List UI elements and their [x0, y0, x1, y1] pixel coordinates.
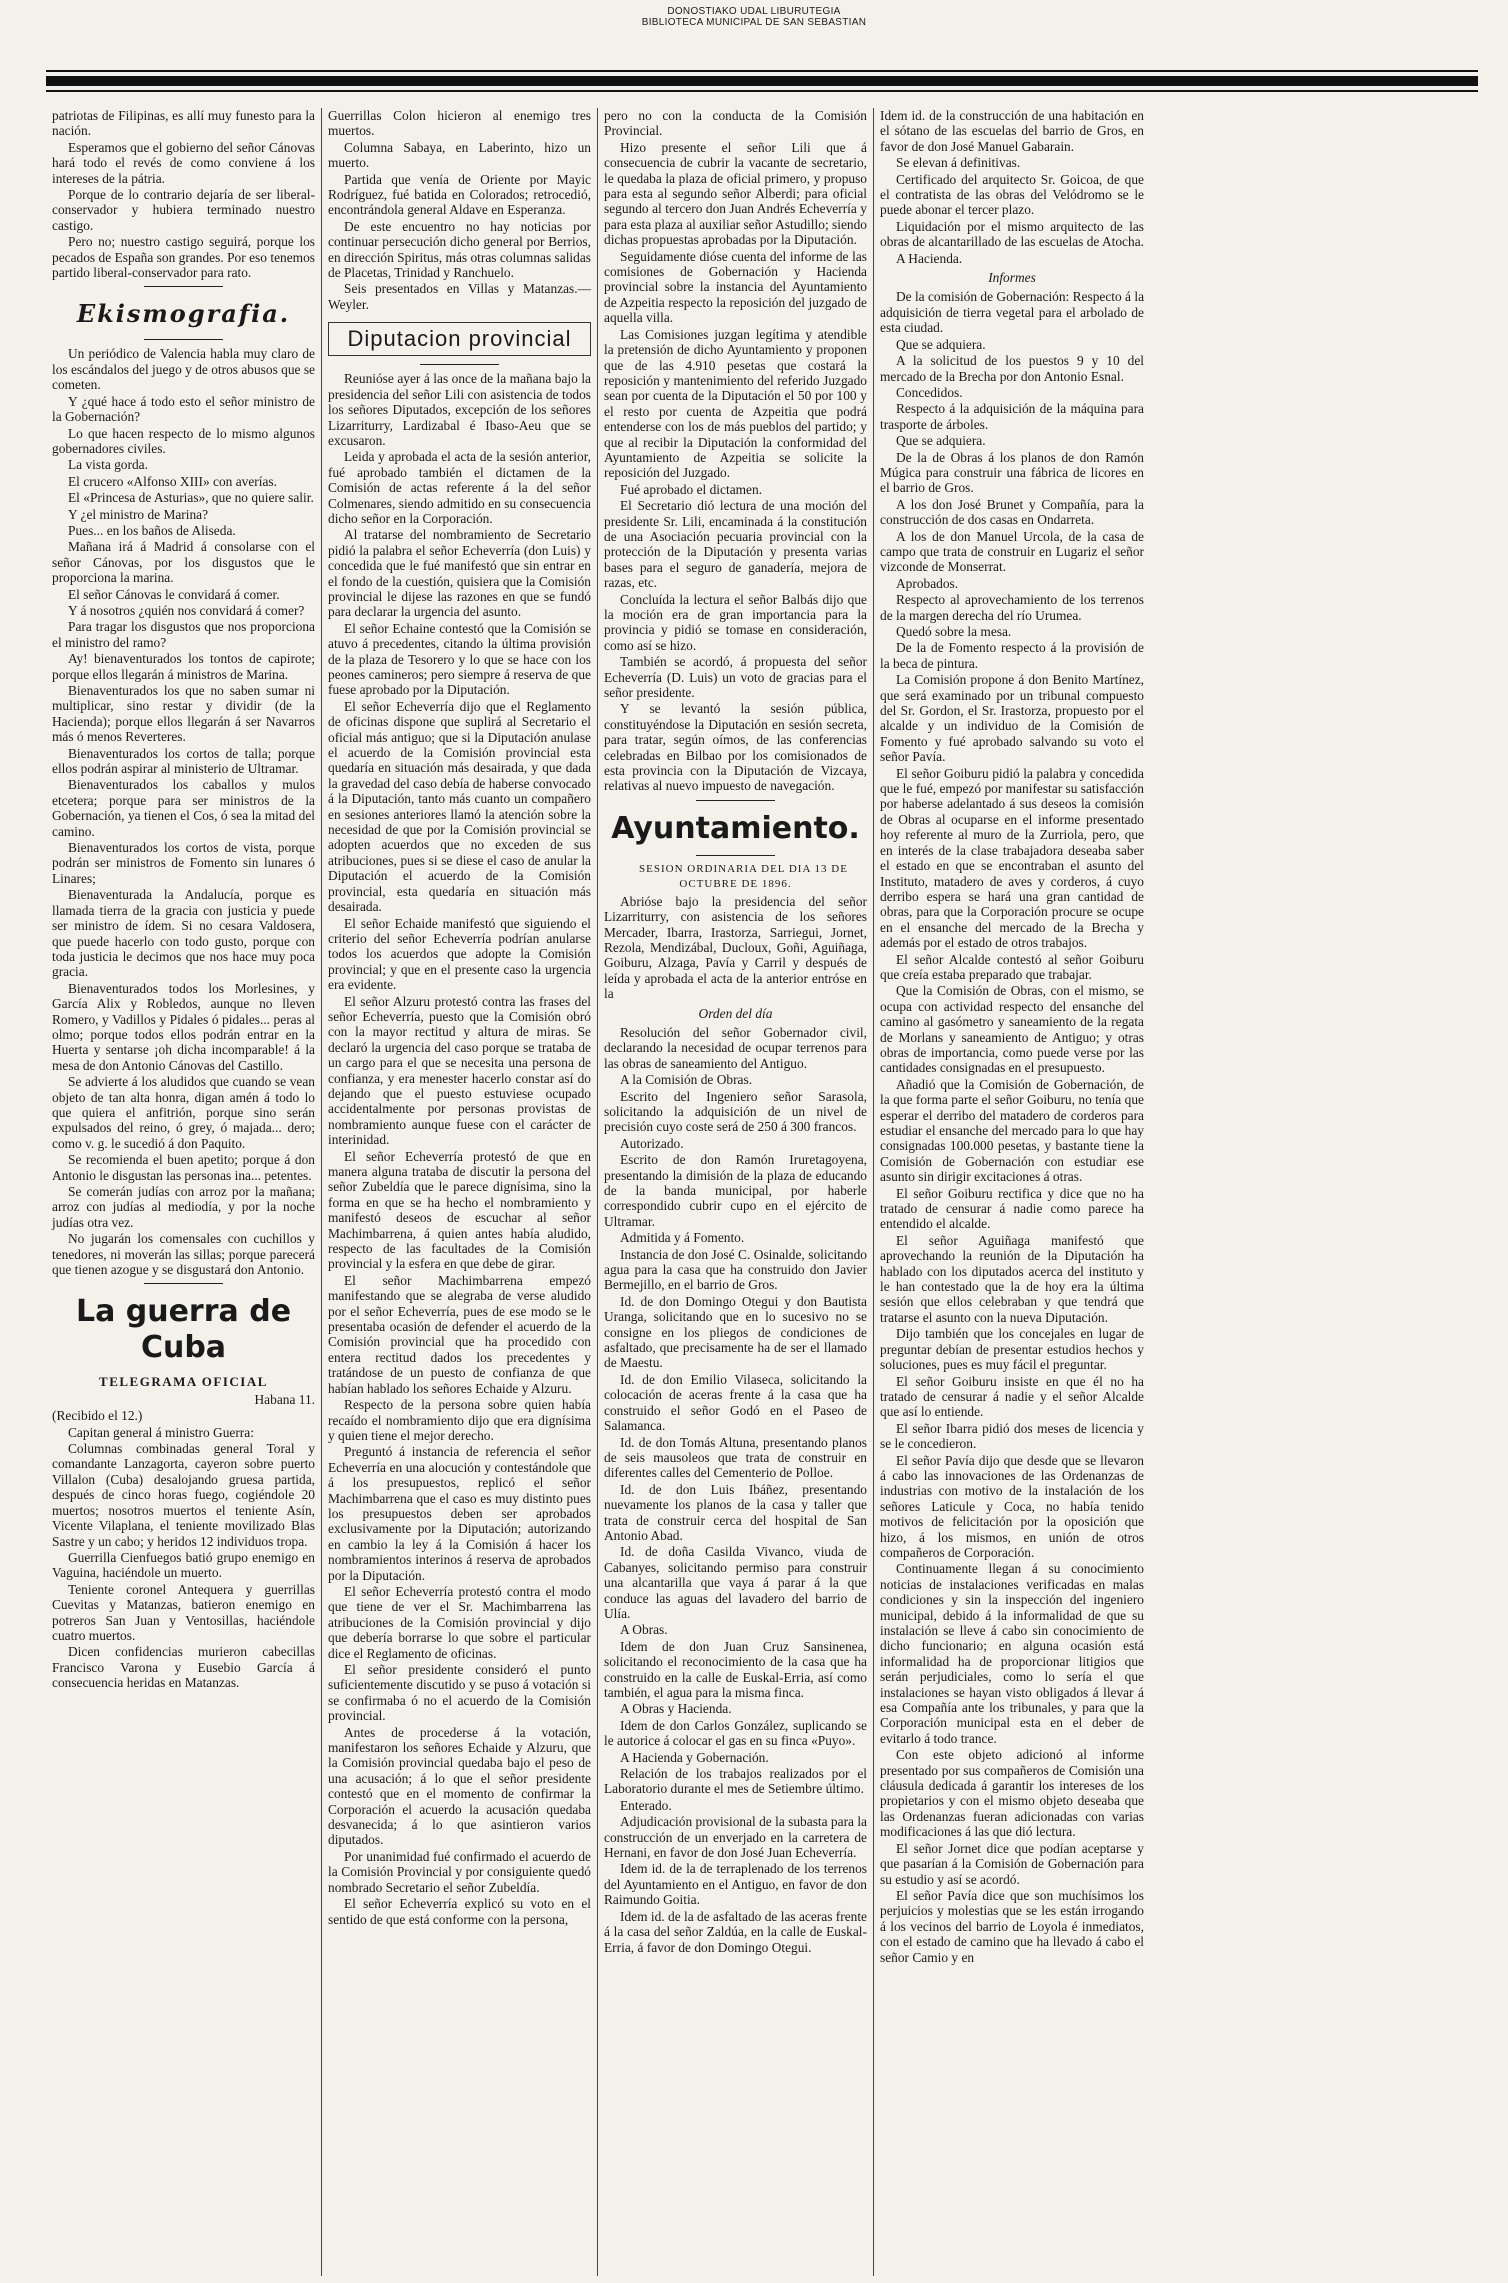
paragraph: El crucero «Alfonso XIII» con averías.	[68, 473, 277, 489]
telegram-title: TELEGRAMA OFICIAL	[99, 1374, 268, 1390]
paragraph: Idem de don Carlos González, suplicando se le autorice á colocar el gas en su finca «Puyo».	[604, 1717, 867, 1749]
informes-heading: Informes	[988, 270, 1036, 286]
paragraph: Concluída la lectura el señor Balbás dijo que la moción era de gran importancia para la provincia y pidió se tomase en consideración, como así se hizo.	[604, 591, 867, 653]
section-title-diputacion: Diputacion provincial	[328, 322, 591, 356]
paragraph: Abrióse bajo la presidencia del señor Lizarriturry, con asistencia de los señores Mercader, Ibarra, Irastorza, Sarriegui, Jornet, Rezola, Mendizábal, Ducloux, Goñi, Aguiñaga, Goiburu, Alzaga, Pavía y Carril y después de leída y aprobada el acta de la anterior entróse en la	[604, 893, 867, 1002]
paragraph: Autorizado.	[620, 1135, 684, 1151]
paragraph: Dicen confidencias murieron cabecillas Francisco Varona y Eusebio García á consecuencia heridas en Matanzas.	[52, 1644, 315, 1691]
paragraph: El señor presidente consideró el punto suficientemente discutido y se puso á votación si se confirmaba ó no el acuerdo de la Comisión provincial.	[328, 1662, 591, 1724]
paragraph: Partida que venía de Oriente por Mayic Rodríguez, fué batida en Colorados; retrocedió, encontrándola general Aldave en Esperanza.	[328, 171, 591, 218]
paragraph: Seguidamente dióse cuenta del informe de las comisiones de Gobernación y Hacienda provincial sobre la instancia del Ayuntamiento de Azpeitia respecto la reposición del juzgado de aquella villa.	[604, 248, 867, 326]
paragraph: Se recomienda el buen apetito; porque á don Antonio le disgustan las personas ina... petentes.	[52, 1152, 315, 1183]
paragraph: Bienaventurados los cortos de vista, porque podrán ser ministros de Fomento sin lunares ó Linares;	[52, 840, 315, 886]
paragraph: Y á nosotros ¿quién nos convidará á comer?	[68, 602, 305, 618]
separator	[144, 339, 223, 340]
paragraph: Bienaventurados todos los Morlesines, y García Alix y Robledos, aunque no lleven Romero, y Vadillos y Pidales ó pidales... peras al olmo; porque todos ellos podrán entrar en la Huerta y sentarse ¡oh dicha incomparable! á la mesa de don Antonio Cánovas del Castillo.	[52, 980, 315, 1073]
paragraph: Respecto de la persona sobre quien había recaído el nombramiento dijo que era dignísima y quien tiene el mejor derecho.	[328, 1397, 591, 1443]
paragraph: Quedó sobre la mesa.	[896, 624, 1012, 639]
paragraph: Continuamente llegan á su conocimiento noticias de instalaciones verificadas en malas condiciones y sin la inspección del ingeniero municipal, debido á la informalidad de que su instalación se lleve á cabo sin conocimiento de dicho funcionario; en alguna ocasión está informalidad ha de proporcionar litigios que serán perjudiciales, como lo sería el que instalaciones se hayan visto obligados á llevar á esa Compañía ante los tribunales, y para que la Corporación municipal esta en el deber de evitarlo á todo trance.	[880, 1561, 1144, 1746]
paragraph: pero no con la conducta de la Comisión Provincial.	[604, 108, 867, 139]
paragraph: A Obras.	[620, 1622, 668, 1638]
paragraph: Certificado del arquitecto Sr. Goicoa, de que el contratista de las obras del Velódromo se le puede abonar el tercer plazo.	[880, 171, 1144, 218]
paragraph: A Hacienda.	[896, 250, 963, 266]
paragraph: Esperamos que el gobierno del señor Cánovas hará todo el revés de como conviene á los intereses de la pátria.	[52, 139, 315, 186]
paragraph: Escrito de don Ramón Iruretagoyena, presentando la dimisión de la plaza de educando de la banda municipal, por haberle correspondido cubrir cupo en el ejército de Ultramar.	[604, 1152, 867, 1229]
paragraph: Por unanimidad fué confirmado el acuerdo de la Comisión Provincial y por consiguiente quedó nombrado Secretario el señor Zubeldía.	[328, 1848, 591, 1895]
paragraph: Se elevan á definitivas.	[896, 155, 1021, 171]
column-3	[598, 108, 874, 2276]
paragraph: Que se adquiera.	[896, 433, 986, 449]
paragraph: Guerrilla Cienfuegos batió grupo enemigo en Vaguina, haciéndole un muerto.	[52, 1549, 315, 1581]
paragraph: El Secretario dió lectura de una moción del presidente Sr. Lili, encaminada á la constitución de una Asociación pecuaria provincial con la protección de la Diputación y presenta varias bases para el seguro de ganadería, mejora de razas, etc.	[604, 498, 867, 591]
paragraph: El señor Aguiñaga manifestó que aprovechando la reunión de la Diputación ha hablado con los diputados acerca del instituto y le han contestado que la de hoy era la última sesión que ellos celebraban y que tendrá que tratarse el asunto con la nueva Diputación.	[880, 1232, 1144, 1325]
paragraph: Idem de don Juan Cruz Sansinenea, solicitando el reconocimiento de la casa que ha construido en la calle de Euskal-Erria, así como también, el agua para la misma finca.	[604, 1638, 867, 1700]
paragraph: Para tragar los disgustos que nos proporciona el ministro del ramo?	[52, 619, 315, 650]
paragraph: A los don José Brunet y Compañía, para la construcción de dos casas en Ondarreta.	[880, 496, 1144, 528]
paragraph: De la comisión de Gobernación: Respecto á la adquisición de tierra vegetal para el arbolado de esta ciudad.	[880, 289, 1145, 336]
paragraph: La Comisión propone á don Benito Martínez, que será examinado por un tribunal compuesto del Sr. Gordon, el Sr. Irastorza, propuesto por el alcalde y un individuo de la Comisión de Fomento y fué aprobado salvando su voto el señor Pavía.	[880, 672, 1144, 765]
paragraph: Reunióse ayer á las once de la mañana bajo la presidencia del señor Lili con asistencia de todos los señores Diputados, excepción de los señores Lizarriturry, Lardizabal é Ibaso-Aeu que se excusaron.	[328, 371, 591, 448]
paragraph: Que se adquiera.	[896, 336, 986, 352]
section-title-ayuntamiento: Ayuntamiento.	[611, 810, 860, 846]
paragraph: Fué aprobado el dictamen.	[620, 481, 763, 497]
paragraph: El señor Goiburu insiste en que él no ha tratado de censurar á nadie y el señor Alcalde que así lo entiende.	[880, 1373, 1144, 1420]
received-note: (Recibido el 12.)	[52, 1408, 143, 1424]
paragraph: A Obras y Hacienda.	[620, 1701, 732, 1717]
paragraph: Liquidación por el mismo arquitecto de las obras de alcantarillado de las escuelas de Atocha.	[880, 218, 1144, 250]
column-2	[322, 108, 598, 2276]
paragraph: El señor Goiburu rectifica y dice que no ha tratado de censurar á nadie como parece ha entendido el alcalde.	[880, 1185, 1144, 1232]
paragraph: Un periódico de Valencia habla muy claro de los escándalos del juego y de otros abusos que se cometen.	[52, 346, 315, 393]
top-rule-thin	[46, 70, 1478, 72]
header-line-1: DONOSTIAKO UDAL LIBURUTEGIA	[667, 6, 841, 17]
paragraph: El señor Alzuru protestó contra las frases del señor Echeverría, puesto que la Comisión obró con la mayor rectitud y altura de miras. Se declaró la urgencia del caso porque se trataba de un cargo para el que se necesita una persona de confianza, y era menester hacerlo constar así do dejando que el puesto estuviese ocupado accidentalmente por personas provistas de nombramiento aunque fuese con el carácter de interinidad.	[328, 993, 591, 1148]
paragraph: El señor Goiburu pidió la palabra y concedida que le fué, empezó por manifestar su satisfacción por haberse adelantado á sus deseos la comisión de Obras al ocuparse en el informe presentado hoy referente al muro de la Zurriola, pero, que en interés de la clase trabajadora deseaba saber el estado en que se encontraban el asunto del Instituto, matadero de aves y corderos, á cuyo derribo espera se hará una gran cantidad de obras, para que la Corporación procure se ocupe en el ensanche del mercado de la Brecha y además por el estado de otros trabajos.	[880, 765, 1144, 951]
paragraph: Se advierte á los aludidos que cuando se vean objeto de tan alta honra, digan amén á todo lo que quiera el anfitrión, porque sino serán expulsados del reino, ó grey, ó majada... dero; como v. g. le sucedió á don Paquito.	[52, 1074, 315, 1151]
paragraph: A los de don Manuel Urcola, de la casa de campo que trata de construir en Lugariz el señor vizconde de Monserrat.	[880, 528, 1144, 575]
column-4	[874, 108, 1150, 2276]
column-1	[46, 108, 322, 2276]
paragraph: El señor Echeverría explicó su voto en el sentido de que está conforme con la persona,	[328, 1896, 591, 1927]
paragraph: El señor Echeverría dijo que el Reglamento de oficinas dispone que suplirá al Secretario el oficial más antiguo; que si la Diputación anulase el acuerdo de la Comisión provincial esta quedaría en situación más desairada, y que dada la gravedad del caso debía de haberse convocado á la Diputación, tanto más cuanto un compañero en sesiones anteriores llamó la atención sobre la necesidad de que por la Comisión provincial se adopten acuerdos que no exceden de sus atribuciones, pues si se diese el caso de anular la Diputación el acuerdo de la Comisión provincial, esta quedaría en situación más desairada.	[328, 698, 591, 915]
paragraph: Antes de procederse á la votación, manifestaron los señores Echaide y Alzuru, que la Comisión provincial quedaba bajo el peso de una acusación; á lo que el señor presidente contestó que en el momento de confirmar la Corporación el acuerdo la acusación quedaba desvanecida; á lo que asintieron varios diputados.	[328, 1724, 591, 1848]
paragraph: Hizo presente el señor Lili que á consecuencia de cubrir la vacante de secretario, le quedaba la plaza de oficial primero, y propuso para esta al segundo señor Alberdi; para oficial segundo al tercero don Juan Andrés Echeverría y para esta plaza al auxiliar señor Astudillo; siendo dichas propuestas aprobadas por la Diputación.	[604, 139, 867, 248]
paragraph: Idem id. de la construcción de una habitación en el sótano de las escuelas del barrio de Gros, en favor de don José Manuel Gabarain.	[880, 108, 1144, 154]
top-rule-thin-2	[46, 90, 1478, 92]
session-date: SESION ORDINARIA DEL DIA 13 DE OCTUBRE DE 1896.	[639, 862, 848, 891]
paragraph: La vista gorda.	[68, 457, 148, 473]
paragraph: No jugarán los comensales con cuchillos y tenedores, ni moverán las sillas; porque parecerá que tienen azogue y se disgustará don Antonio.	[52, 1231, 315, 1278]
paragraph: Mañana irá á Madrid á consolarse con el señor Cánovas, por los disgustos que le proporciona la marina.	[52, 539, 315, 586]
paragraph: Bienaventurada la Andalucía, porque es llamada tierra de la gracia con justicia y puede ser ministro de ídem. Si no cesara Valdosera, que puede hacerlo con todo gusto, porque con toda justicia le decimos que nos hace muy poca gracia.	[52, 887, 315, 980]
paragraph: Enterado.	[620, 1797, 672, 1813]
separator	[144, 1283, 223, 1284]
section-title-cuba: La guerra de Cuba	[75, 1294, 292, 1366]
paragraph: El señor Pavía dice que son muchísimos los perjuicios y molestias que se les están irrogando á los vecinos del barrio de Loyola é inmediatos, con el estado de camino que ha llevado á cabo el señor Camio y en	[880, 1887, 1144, 1965]
paragraph: Columnas combinadas general Toral y comandante Lanzagorta, cayeron sobre puerto Villalon (Cuba) desalojando gruesa partida, después de cinco horas fuego, cogiéndole 20 muertos; nosotros muertos el teniente Asín, Vicente Vilaplana, el teniente movilizado Blas Sastre y un cabo; y heridos 12 individuos tropa.	[52, 1441, 315, 1549]
library-header	[0, 6, 1508, 28]
paragraph: Las Comisiones juzgan legítima y atendible la pretensión de dicho Ayuntamiento y proponen que de las 4.910 pesetas que costará la reposición y mantenimiento del referido Juzgado sean por cuenta de la Diputación el 50 por 100 y el resto por cuenta de Azpeitia que podrá entenderse con los de más pueblos del partido; y que al recibir la Diputación la conformidad del Ayuntamiento de Azpeitia se solicite la reposición del Juzgado.	[604, 326, 867, 481]
paragraph: patriotas de Filipinas, es allí muy funesto para la nación.	[52, 108, 315, 139]
paragraph: Idem id. de la de asfaltado de las aceras frente á la casa del señor Zaldúa, en la calle de Euskal-Erria, á favor de don Domingo Otegui.	[604, 1908, 867, 1955]
paragraph: Y ¿qué hace á todo esto el señor ministro de la Gobernación?	[52, 393, 315, 425]
separator	[144, 286, 223, 287]
paragraph: El señor Echaine contestó que la Comisión se atuvo á precedentes, citando la última provisión de la plaza de Tesorero y lo que se hace con los peones camineros; pero siempre á reserva de que fuese aprobado por la Diputación.	[328, 620, 591, 698]
paragraph: Preguntó á instancia de referencia el señor Echeverría en una alocución y contestándole que á los presupuestos, replicó el señor Machimbarrena que el caso es muy distinto pues los presupuestos deben ser aprobados exclusivamente por la Diputación; autorizando en cambio la ley á la Comisión á hacer los nombramientos interinos á reserva de aprobados por la Diputación.	[328, 1444, 591, 1583]
paragraph: A Hacienda y Gobernación.	[620, 1749, 769, 1765]
paragraph: Seis presentados en Villas y Matanzas.— Weyler.	[328, 281, 591, 312]
paragraph: Bienaventurados los que no saben sumar ni multiplicar, sino restar y dividir (de la Hacienda); porque ellos llegarán á ser Navarros más ó menos Reverteres.	[52, 683, 315, 745]
separator	[696, 800, 775, 801]
paragraph: Pero no; nuestro castigo seguirá, porque los pecados de España son grandes. Por eso tenemos partido liberal-conservador para rato.	[52, 234, 315, 281]
paragraph: Al tratarse del nombramiento de Secretario pidió la palabra el señor Echeverría (don Luis) y concedida que le fué manifestó que sin entrar en el fondo de la cuestión, quisiera que la Comisión provincial le dijese las razones en que se fundó para declarar la urgencia del asunto.	[328, 527, 591, 620]
paragraph: Pues... en los baños de Aliseda.	[68, 522, 236, 538]
separator	[420, 364, 499, 365]
paragraph: Que la Comisión de Obras, con el mismo, se ocupa con actividad respecto del ensanche del camino al gasómetro y saneamiento de la regata de Morlans y saneamiento de Antiguo; y otras obras de importancia, como puede verse por las cantidades consignadas en el presupuesto.	[880, 983, 1144, 1076]
paragraph: El «Princesa de Asturias», que no quiere salir.	[68, 490, 314, 506]
paragraph: Resolución del señor Gobernador civil, declarando la necesidad de ocupar terrenos para las obras de saneamiento del Antiguo.	[604, 1024, 867, 1071]
separator	[696, 855, 775, 856]
paragraph: Ay! bienaventurados los tontos de capirote; porque ellos llegarán á ministros de Marina.	[52, 651, 315, 682]
paragraph: Aprobados.	[896, 575, 959, 591]
paragraph: Instancia de don José C. Osinalde, solicitando agua para la casa que ha construido don Javier Bermejillo, en el barrio de Gros.	[604, 1246, 867, 1293]
paragraph: El señor Machimbarrena empezó manifestando que se alegraba de verse aludido por el señor Echeverría, pues de ese modo se le presentaba ocasión de defender el acuerdo de la Comisión provincial que ha procedido con entera rectitud dados los precedentes y tratándose de un puesto de confianza de que habían hablado los señores Echaide y Alzuru.	[328, 1272, 591, 1396]
top-rule-thick	[46, 76, 1478, 86]
paragraph: Respecto á la adquisición de la máquina para trasporte de árboles.	[880, 401, 1144, 432]
paragraph: Id. de doña Casilda Vivanco, viuda de Cabanyes, solicitando permiso para construir una alcantarilla que vaya á parar á la que conduce las aguas del lavadero del barrio de Ulía.	[604, 1544, 867, 1621]
paragraph: Idem id. de la de terraplenado de los terrenos del Ayuntamiento en el Antiguo, en favor de don Raimundo Goitia.	[604, 1861, 867, 1908]
paragraph: Lo que hacen respecto de lo mismo algunos gobernadores civiles.	[52, 425, 315, 456]
paragraph: El señor Jornet dice que podían aceptarse y que pasarían á la Comisión de Gobernación para su estudio y así se acordó.	[880, 1840, 1144, 1887]
paragraph: El señor Ibarra pidió dos meses de licencia y se le concedieron.	[880, 1420, 1144, 1452]
paragraph: De la de Fomento respecto á la provisión de la beca de pintura.	[880, 640, 1144, 671]
paragraph: Relación de los trabajos realizados por el Laboratorio durante el mes de Setiembre último.	[604, 1766, 867, 1797]
paragraph: Id. de don Tomás Altuna, presentando planos de seis mausoleos que trata de construir en diferentes calles del Cementerio de Polloe.	[604, 1434, 867, 1481]
paragraph: Capitan general á ministro Guerra:	[68, 1424, 254, 1440]
paragraph: El señor Echaide manifestó que siguiendo el criterio del señor Echeverría podrían anularse todos los acuerdos que adopte la Comisión provincial; y que en el presente caso la urgencia era evidente.	[328, 915, 591, 993]
paragraph: Y se levantó la sesión pública, constituyéndose la Diputación en sesión secreta, para tratar, según oímos, de las conferencias celebradas en Bilbao por los comisionados de esta provincia con la Diputación de Vizcaya, relativas al nuevo impuesto de navegación.	[604, 701, 867, 794]
paragraph: Teniente coronel Antequera y guerrillas Cuevitas y Matanzas, batieron enemigo en potreros San Juan y Ventosillas, haciéndole cuatro muertos.	[52, 1581, 315, 1643]
paragraph: De la de Obras á los planos de don Ramón Múgica para construir una fábrica de licores en el barrio de Gros.	[880, 449, 1144, 496]
paragraph: Columna Sabaya, en Laberinto, hizo un muerto.	[328, 139, 591, 171]
paragraph: El señor Pavía dijo que desde que se llevaron á cabo las innovaciones de las Ordenanzas de industrias con motivo de la instalación de los señores Laticule y Coca, no había tenido motivos de felicitación por la oposición que hizo, á los mismos, en unión de otros compañeros de Corporación.	[880, 1452, 1144, 1560]
paragraph: Escrito del Ingeniero señor Sarasola, solicitando la adquisición de un nivel de precisión cuyo coste será de 250 á 300 francos.	[604, 1088, 867, 1135]
paragraph: El señor Echeverría protestó de que en manera alguna trataba de discutir la persona del señor Zubeldía que le parece dignísima, sino la forma en que se ha hecho el nombramiento y manifestó deseos de escuchar al señor Machimbarrena, á quien antes había aludido, respecto de las facultades de la Comisión provincial y la esfera en que debe de girar.	[328, 1148, 591, 1272]
paragraph: Dijo también que los concejales en lugar de preguntar debían de presentar estudios hechos y soluciones, pues es muy fácil el preguntar.	[880, 1326, 1144, 1373]
paragraph: De este encuentro no hay noticias por continuar persecución dicho general por Berrios, en dirección Spiritus, más otras columnas salidas de Placetas, Trinidad y Ranchuelo.	[328, 218, 591, 281]
paragraph: El señor Cánovas le convidará á comer.	[68, 586, 280, 602]
paragraph: Añadió que la Comisión de Gobernación, de la que forma parte el señor Goiburu, no tenía que esperar el derribo del matadero de corderos para estudiar el ensanche del mercado para lo que hay consignadas 100.000 pesetas, y bastante tiene la Comisión de Gobernación con estudiar ese asunto sin dirigir excitaciones á otras.	[880, 1076, 1144, 1185]
paragraph: Con este objeto adicionó al informe presentado por sus compañeros de Comisión una cláusula dedicada á garantir los intereses de los propietarios y con el mismo objeto deseaba que las Ordenanzas fueran adicionadas con varias modificaciones á las que dió lectura.	[880, 1747, 1144, 1840]
paragraph: Bienaventurados los cortos de talla; porque ellos podrán aspirar al ministerio de Ultramar.	[52, 745, 315, 777]
paragraph: Guerrillas Colon hicieron al enemigo tres muertos.	[328, 108, 591, 139]
paragraph: Concedidos.	[896, 384, 963, 400]
paragraph: Adjudicación provisional de la subasta para la construcción de un enverjado en la carretera de Hernani, en favor de don José Juan Echeverría.	[604, 1814, 867, 1861]
paragraph: Leida y aprobada el acta de la sesión anterior, fué aprobado también el dictamen de la Comisión de actas referente á la del señor Colmenares, siendo admitido en su consecuencia dicho señor en la Corporación.	[328, 449, 591, 526]
newspaper-columns	[46, 108, 1478, 2276]
paragraph: Bienaventurados los caballos y mulos etcetera; porque para ser ministros de la Gobernación, ya tienen el Cos, ó sea la mitad del camino.	[52, 777, 315, 839]
paragraph: Y ¿el ministro de Marina?	[68, 506, 209, 522]
paragraph: Admitida y á Fomento.	[620, 1230, 745, 1246]
paragraph: Id. de don Domingo Otegui y don Bautista Uranga, solicitando que en lo sucesivo no se consigne en los pliegos de condiciones de asfaltado, que precisamente ha de ser el llamado de Maestu.	[604, 1293, 867, 1371]
paragraph: El señor Alcalde contestó al señor Goiburu que creía estaba preparado que trabajar.	[880, 951, 1144, 982]
paragraph: También se acordó, á propuesta del señor Echeverría (D. Luis) un voto de gracias para el señor presidente.	[604, 654, 867, 701]
paragraph: El señor Echeverría protestó contra el modo que tiene de ver el Sr. Machimbarrena las atribuciones de la Comisión provincial y dijo que debería borrarse lo que sobre el particular dice el Reglamento de oficinas.	[328, 1583, 591, 1661]
paragraph: Id. de don Luis Ibáñez, presentando nuevamente los planos de la casa y taller que trata de construir cerca del hospital de San Antonio Abad.	[604, 1481, 867, 1543]
paragraph: Id. de don Emilio Vilaseca, solicitando la colocación de aceras frente á la casa que ha construido el señor Godó en el Paseo de Salamanca.	[604, 1371, 867, 1434]
paragraph: A la Comisión de Obras.	[620, 1072, 753, 1088]
section-title-ekismografia: Ekismografia.	[76, 299, 291, 329]
header-line-2: BIBLIOTECA MUNICIPAL DE SAN SEBASTIAN	[641, 17, 867, 28]
paragraph: Se comerán judías con arroz por la mañana; arroz con judías al mediodía, y por la noche judías otra vez.	[52, 1184, 315, 1230]
orden-del-dia: Orden del día	[698, 1005, 773, 1021]
telegram-place: Habana 11.	[254, 1391, 315, 1407]
paragraph: Respecto al aprovechamiento de los terrenos de la margen derecha del río Urumea.	[880, 592, 1144, 623]
paragraph: Porque de lo contrario dejaría de ser liberal-conservador y hubiera terminado nuestro castigo.	[52, 187, 315, 233]
paragraph: A la solicitud de los puestos 9 y 10 del mercado de la Brecha por don Antonio Esnal.	[880, 353, 1144, 384]
